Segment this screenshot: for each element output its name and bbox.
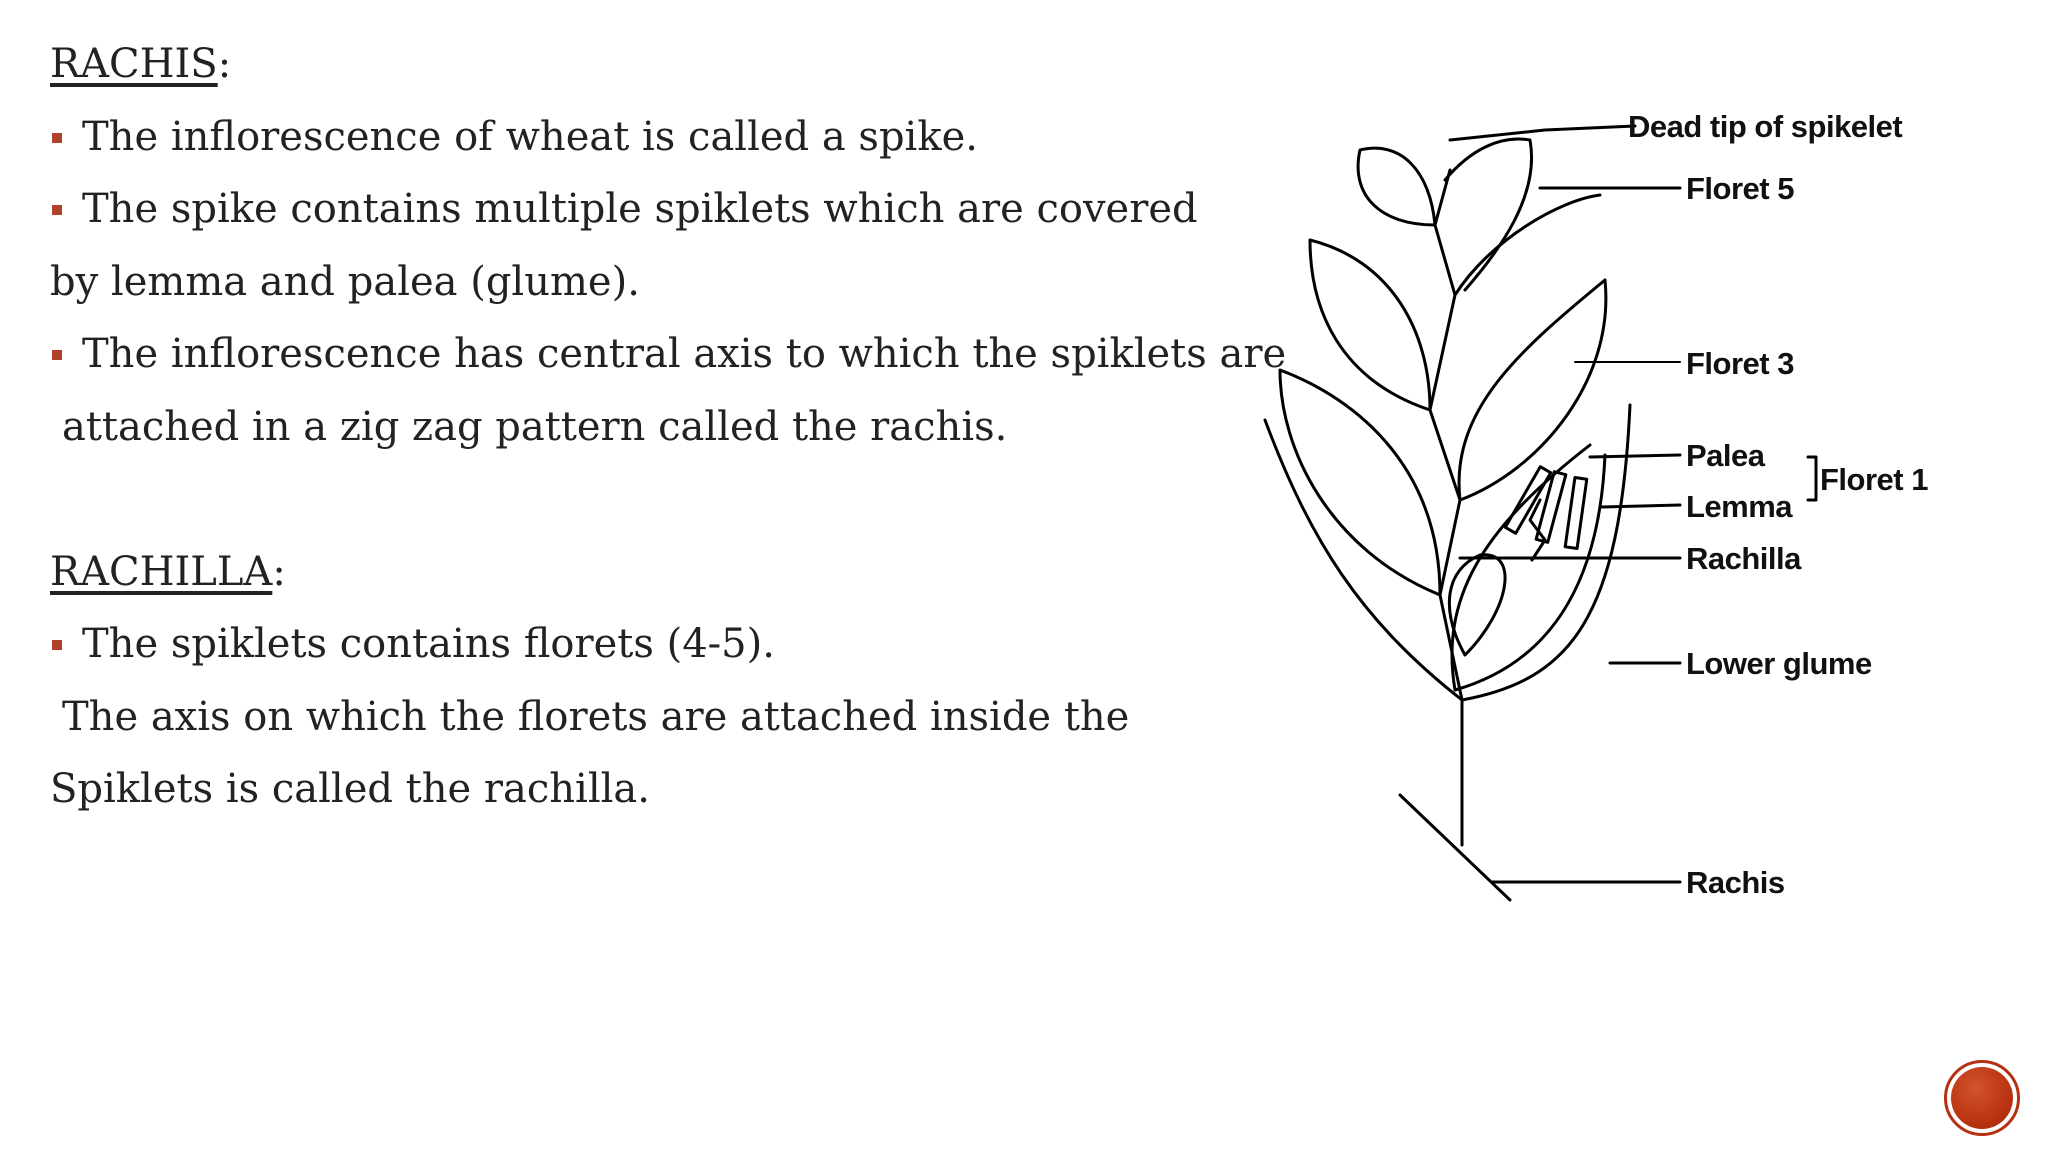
rachilla-continuation-line: Spiklets is called the rachilla. (50, 766, 650, 812)
rachilla-heading-colon: : (272, 548, 286, 595)
label-floret5: Floret 5 (1686, 171, 1794, 206)
rachilla-bullet-1 (50, 608, 1250, 681)
rachis-continuation-line: attached in a zig zag pattern called the rachis. (62, 403, 1008, 450)
rachis-heading: RACHIS (50, 41, 218, 87)
rachis-heading-line (50, 28, 1250, 101)
label-lower-glume: Lower glume (1686, 646, 1872, 681)
leader-dead-tip (1450, 126, 1635, 140)
rachis-bullet-3 (50, 318, 1287, 391)
nav-button-fill (1951, 1067, 2013, 1129)
dead-tip-leaf-left (1358, 148, 1435, 225)
square-bullet-icon (52, 640, 62, 650)
label-rachilla: Rachilla (1686, 541, 1801, 576)
floret3-leaf (1459, 280, 1606, 500)
wheat-spike-diagram (1240, 100, 1960, 920)
label-palea: Palea (1686, 438, 1765, 473)
section-spacer (50, 463, 1250, 536)
outer-glume-left (1265, 420, 1462, 700)
floret5-leaf-right (1455, 195, 1600, 295)
rachis-bullet-text: The spike contains multiple spiklets which are covered (82, 186, 1198, 232)
floret1-lemma (1455, 455, 1605, 690)
slide-text-panel (50, 28, 1287, 826)
square-bullet-icon (52, 205, 62, 215)
rachilla-heading-line (50, 536, 1250, 609)
leader-lemma (1602, 505, 1680, 507)
label-floret1: Floret 1 (1820, 462, 1928, 497)
label-rachis: Rachis (1686, 865, 1785, 900)
rachilla-heading: RACHILLA (50, 548, 273, 595)
dead-tip-leaf-right (1445, 139, 1532, 290)
floret1-bracket (1808, 457, 1816, 500)
rachis-bullet-text: The inflorescence has central axis to which the spiklets are (82, 331, 1287, 377)
rachis-bullet-1 (50, 101, 1250, 174)
rachis-base-line (1400, 795, 1510, 900)
label-lemma: Lemma (1686, 489, 1793, 524)
rachis-bullet-2 (50, 173, 1250, 246)
rachilla-bullet-text: The spiklets contains florets (4-5). (82, 621, 775, 667)
rachis-zigzag (1430, 170, 1462, 700)
outer-glume-right (1462, 405, 1630, 700)
rachis-continuation-line: by lemma and palea (glume). (50, 258, 640, 305)
circle-nav-button[interactable] (1944, 1060, 2020, 1136)
leader-palea (1590, 455, 1680, 457)
rachis-heading-colon: : (217, 41, 232, 87)
square-bullet-icon (52, 133, 62, 143)
rachis-bullet-text: The inflorescence of wheat is called a spike. (82, 113, 978, 160)
square-bullet-icon (52, 350, 62, 360)
wheat-spike-svg (1240, 100, 1960, 920)
stamen-3 (1565, 478, 1587, 549)
label-floret3: Floret 3 (1686, 346, 1794, 381)
rachilla-continuation-line: The axis on which the florets are attached inside the (62, 693, 1130, 740)
label-dead-tip: Dead tip of spikelet (1628, 109, 1903, 144)
floret1-palea (1452, 445, 1590, 690)
floret5-leaf-left (1310, 240, 1430, 410)
